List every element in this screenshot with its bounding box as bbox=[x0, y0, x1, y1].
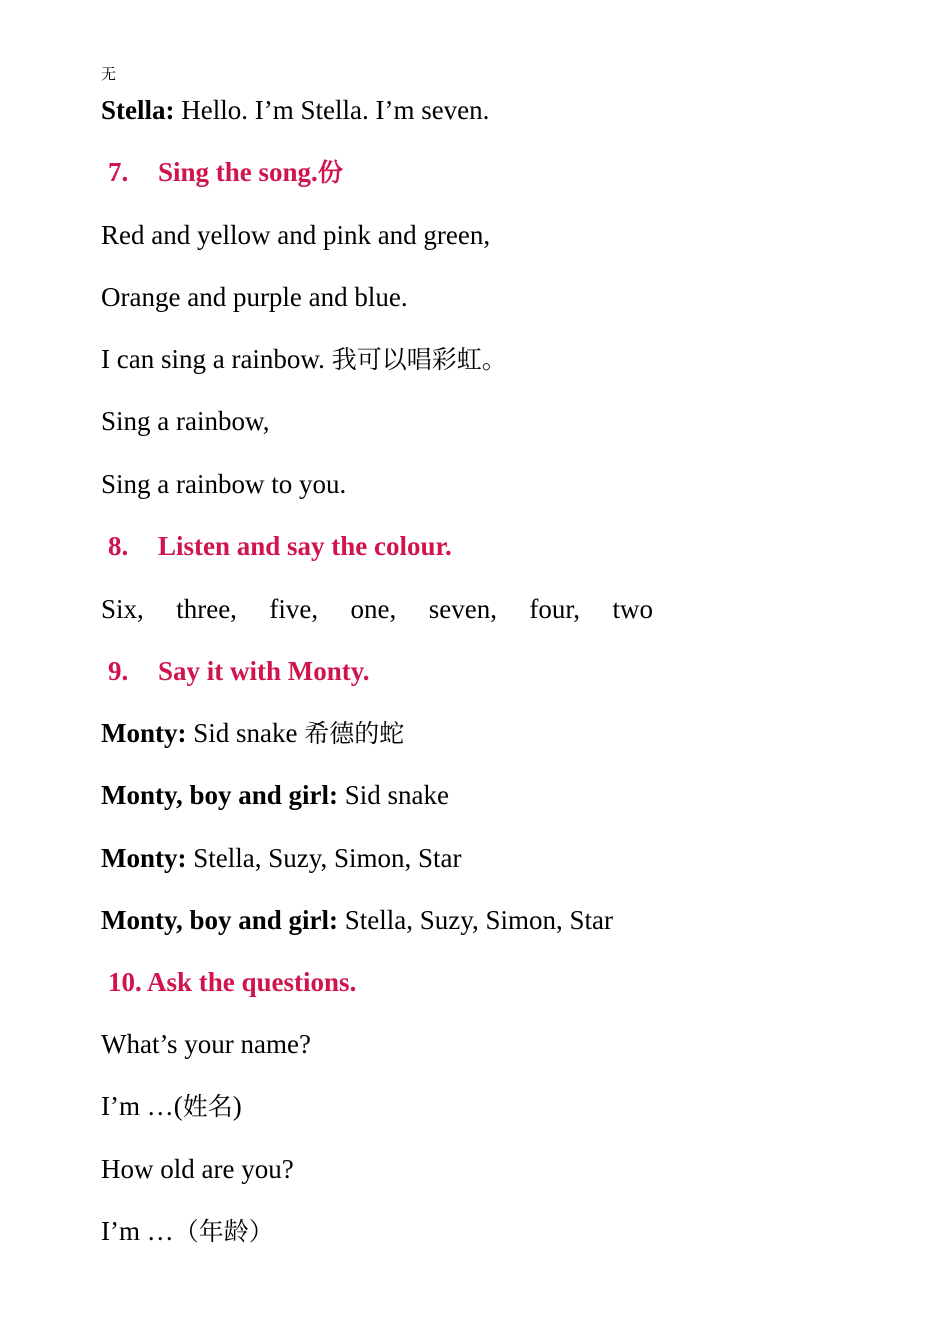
colour-word-list bbox=[101, 593, 653, 625]
dialogue-row bbox=[101, 904, 613, 936]
colour-word: four, bbox=[529, 594, 581, 624]
answer-1-cn: 姓名 bbox=[182, 1092, 233, 1121]
colour-word: Six, bbox=[101, 594, 144, 624]
answer-1 bbox=[101, 1090, 242, 1123]
intro-line bbox=[101, 94, 489, 126]
question-1: What’s your name? bbox=[101, 1029, 311, 1059]
top-note: 无 bbox=[101, 67, 117, 83]
colour-word: three, bbox=[176, 594, 237, 624]
speaker-label: Monty, boy and girl: bbox=[101, 905, 339, 935]
colour-word: two bbox=[612, 594, 653, 624]
song-line-3-cn: 我可以唱彩虹。 bbox=[331, 345, 507, 374]
song-line-1: Red and yellow and pink and green, bbox=[101, 220, 491, 250]
song-line-3-en: I can sing a rainbow. bbox=[101, 344, 332, 374]
speaker-label: Monty, boy and girl: bbox=[101, 780, 339, 810]
colour-word: five, bbox=[269, 594, 319, 624]
colour-word: one, bbox=[350, 594, 397, 624]
section-9-heading bbox=[101, 655, 370, 687]
song-line-3 bbox=[101, 343, 507, 376]
speaker-label: Monty: bbox=[101, 843, 187, 873]
song-line-4: Sing a rainbow, bbox=[101, 406, 270, 436]
section-8-heading bbox=[101, 530, 452, 562]
speaker-label: Monty: bbox=[101, 718, 187, 748]
section-7-heading bbox=[101, 156, 343, 189]
answer-1-en: I’m …( bbox=[101, 1091, 183, 1121]
section-title-suffix: 份 bbox=[317, 158, 343, 187]
dialogue-text: Sid snake bbox=[186, 718, 305, 748]
song-line-2: Orange and purple and blue. bbox=[101, 282, 408, 312]
section-number: 7. bbox=[108, 157, 129, 187]
song-line-5: Sing a rainbow to you. bbox=[101, 469, 347, 499]
section-title: Listen and say the colour. bbox=[158, 531, 452, 561]
dialogue-cn: 希德的蛇 bbox=[304, 719, 405, 748]
answer-2 bbox=[101, 1215, 274, 1248]
answer-2-cn: （年龄） bbox=[173, 1217, 274, 1246]
colour-word: seven, bbox=[428, 594, 497, 624]
section-title: Sing the song. bbox=[158, 157, 318, 187]
dialogue-text: Sid snake bbox=[338, 780, 450, 810]
dialogue-text: Stella, Suzy, Simon, Star bbox=[186, 843, 462, 873]
question-2: How old are you? bbox=[101, 1154, 294, 1184]
answer-1-end: ) bbox=[232, 1091, 242, 1121]
section-number: 9. bbox=[108, 656, 129, 686]
dialogue-text: Stella, Suzy, Simon, Star bbox=[338, 905, 614, 935]
dialogue-row bbox=[101, 779, 449, 811]
section-title: Say it with Monty. bbox=[158, 656, 370, 686]
answer-2-en: I’m … bbox=[101, 1216, 174, 1246]
intro-text: Hello. I’m Stella. I’m seven. bbox=[174, 95, 490, 125]
speaker-label: Stella: bbox=[101, 95, 175, 125]
dialogue-row bbox=[101, 717, 404, 750]
section-number: 8. bbox=[108, 531, 129, 561]
dialogue-row bbox=[101, 842, 461, 874]
section-10-heading: 10. Ask the questions. bbox=[108, 967, 357, 997]
